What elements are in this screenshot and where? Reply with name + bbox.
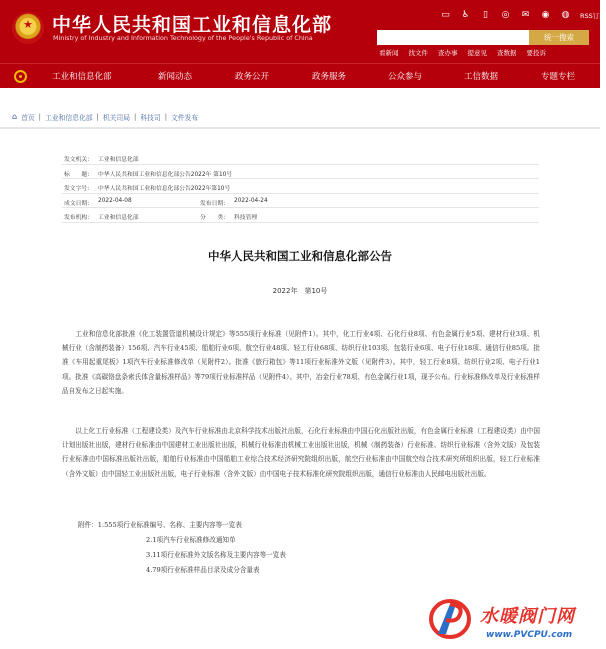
- meta-row-number: [62, 179, 539, 194]
- nav-item-ministry[interactable]: 工业和信息化部: [52, 72, 112, 82]
- quick-link-files[interactable]: 找文件: [408, 49, 428, 57]
- meta-value: 2022-04-08: [98, 197, 132, 204]
- weibo-icon[interactable]: ◉: [541, 9, 550, 20]
- site-header: [0, 0, 606, 63]
- meta-row-org: [62, 208, 539, 223]
- meta-value: 工业和信息化部: [98, 157, 139, 163]
- document-number: 2022年 第10号: [272, 287, 328, 295]
- document-metadata: [62, 150, 539, 223]
- quick-link-data[interactable]: 查数据: [497, 49, 517, 57]
- mobile-icon[interactable]: ▯: [483, 9, 488, 20]
- nav-item-participation[interactable]: 公众参与: [388, 72, 423, 82]
- quick-link-news[interactable]: 看新闻: [379, 49, 399, 57]
- meta-label: 分 类：: [200, 215, 229, 221]
- meta-row-dates: [62, 194, 539, 209]
- quick-link-feedback[interactable]: 提意见: [467, 49, 487, 57]
- rss-link[interactable]: RSS订阅: [580, 11, 606, 20]
- meta-value: 工业和信息化部: [98, 215, 139, 221]
- breadcrumb-tech-dept[interactable]: 科技司: [140, 113, 161, 122]
- nav-item-topics[interactable]: 专题专栏: [541, 72, 576, 82]
- quick-link-services[interactable]: 查办事: [438, 49, 458, 57]
- quick-link-complaint[interactable]: 要投诉: [526, 49, 546, 57]
- meta-value: 中华人民共和国工业和信息化部公告2022年第10号: [98, 186, 231, 192]
- accessibility-icon[interactable]: ◎: [501, 9, 510, 20]
- wechat-icon[interactable]: ◍: [561, 9, 570, 20]
- attachment-link-1[interactable]: 附件：1.555项行业标准编号、名称、主要内容等一览表: [78, 521, 242, 529]
- national-emblem-icon[interactable]: ★: [12, 12, 44, 44]
- meta-label: 成文日期：: [64, 200, 93, 207]
- search-button[interactable]: 统一搜索: [529, 30, 589, 45]
- watermark-title: 水暖阀门网: [480, 606, 575, 627]
- meta-label: 发文字号：: [64, 186, 93, 192]
- header-tools: [440, 9, 606, 21]
- meta-value: 中华人民共和国工业和信息化部公告2022年 第10号: [98, 171, 233, 178]
- main-nav: [0, 63, 600, 88]
- watermark-url: www.PVCPU.com: [486, 630, 573, 640]
- document-heading: 中华人民共和国工业和信息化部公告: [208, 249, 392, 263]
- attachment-link-3[interactable]: 3.11项行业标准外文版名称及主要内容等一览表: [146, 551, 286, 559]
- meta-value: 科技管理: [234, 215, 258, 221]
- attachment-link-2[interactable]: 2.1项汽车行业标准修改通知单: [146, 536, 236, 544]
- attachment-link-4[interactable]: 4.79项行业标准样品目录及成分含量表: [146, 566, 260, 574]
- watermark-logo-icon: [428, 598, 472, 640]
- breadcrumb-separator: |: [134, 112, 137, 121]
- meta-row-issuer: [62, 150, 539, 165]
- house-icon: ⌂: [12, 112, 18, 121]
- nav-item-news[interactable]: 新闻动态: [158, 72, 193, 82]
- meta-row-title: [62, 165, 539, 180]
- breadcrumb-divider: [0, 127, 600, 129]
- breadcrumb-separator: |: [96, 112, 99, 121]
- ticket-icon[interactable]: ▭: [441, 9, 450, 20]
- quick-links: [379, 48, 556, 57]
- breadcrumb-file-release[interactable]: 文件发布: [171, 113, 199, 122]
- meta-label: 发布日期：: [200, 200, 229, 207]
- meta-value: 2022-04-24: [234, 197, 268, 204]
- email-icon[interactable]: ✉: [521, 9, 530, 20]
- elderly-mode-icon[interactable]: ♿: [461, 9, 470, 20]
- breadcrumb-departments[interactable]: 机关司局: [102, 113, 131, 122]
- breadcrumb-separator: |: [38, 112, 41, 121]
- nav-item-affairs[interactable]: 政务公开: [235, 72, 270, 82]
- breadcrumb-separator: |: [164, 112, 168, 121]
- search-input[interactable]: [377, 30, 529, 45]
- nav-item-services[interactable]: 政务服务: [312, 72, 347, 82]
- nav-item-data[interactable]: 工信数据: [464, 72, 499, 82]
- home-icon[interactable]: [14, 70, 27, 83]
- meta-label: 发布机构：: [64, 215, 93, 221]
- breadcrumb: [12, 111, 198, 122]
- meta-label: 标 题：: [64, 171, 93, 178]
- document-paragraph: 以上化工行业标准（工程建设类）及汽车行业标准由北京科学技术出版社出版，石化行业标准由中国石化出版社出版，有色金属行业标准（工程建设类）由中国计划出版社出版，建材行业标准由中国建材工业出版社出版，机械行业标准由机械工业出版社出版，机械（制药装备）行业标准、纺织行业标准（含外文版）及包装行业标准由中国标准出版社出版，船舶行业标准由中国船舶工业综合技术经济研究院组织出版，航空行业标准由中国航空综合技术研究所组织出版，轻工行业标准（含外文版）由中国轻工业出版社出版，电子行业标准（含外文版）由中国电子技术标准化研究院组织出版，通信行业标准由人民邮电出版社出版。: [62, 427, 540, 478]
- meta-label: 发文机关：: [64, 157, 93, 163]
- site-title[interactable]: 中华人民共和国工业和信息化部: [52, 14, 333, 36]
- breadcrumb-home[interactable]: 首页: [21, 113, 35, 122]
- site-subtitle: Ministry of Industry and Information Technology of the People's Republic of China: [53, 34, 313, 42]
- breadcrumb-ministry[interactable]: 工业和信息化部: [44, 113, 93, 122]
- document-paragraph: 工业和信息化部批准《化工装置管道机械设计规定》等555项行业标准（见附件1）。其中，化工行业4项、石化行业8项、有色金属行业5项、建材行业3项、机械行业（含制药装备）156项、汽车行业45项、船舶行业6项、航空行业48项、轻工行业68项、纺织行业103项、包装行业6项、电子行业18项、通信行业85项。批准《车用起重尾板》1项汽车行业标准修改单（见附件2）。批准《旅行箱包》等11项行业标准外文版（见附件3）。其中，轻工行业8项、纺织行业2项、电子行业1项。批准《高碳铬盘条索氏体含量标准样品》等79项行业标准样品（见附件4）。其中，冶金行业78项、有色金属行业1项，现予公布。行业标准修改单及行业标准样品自发布之日起实施。: [62, 330, 540, 395]
